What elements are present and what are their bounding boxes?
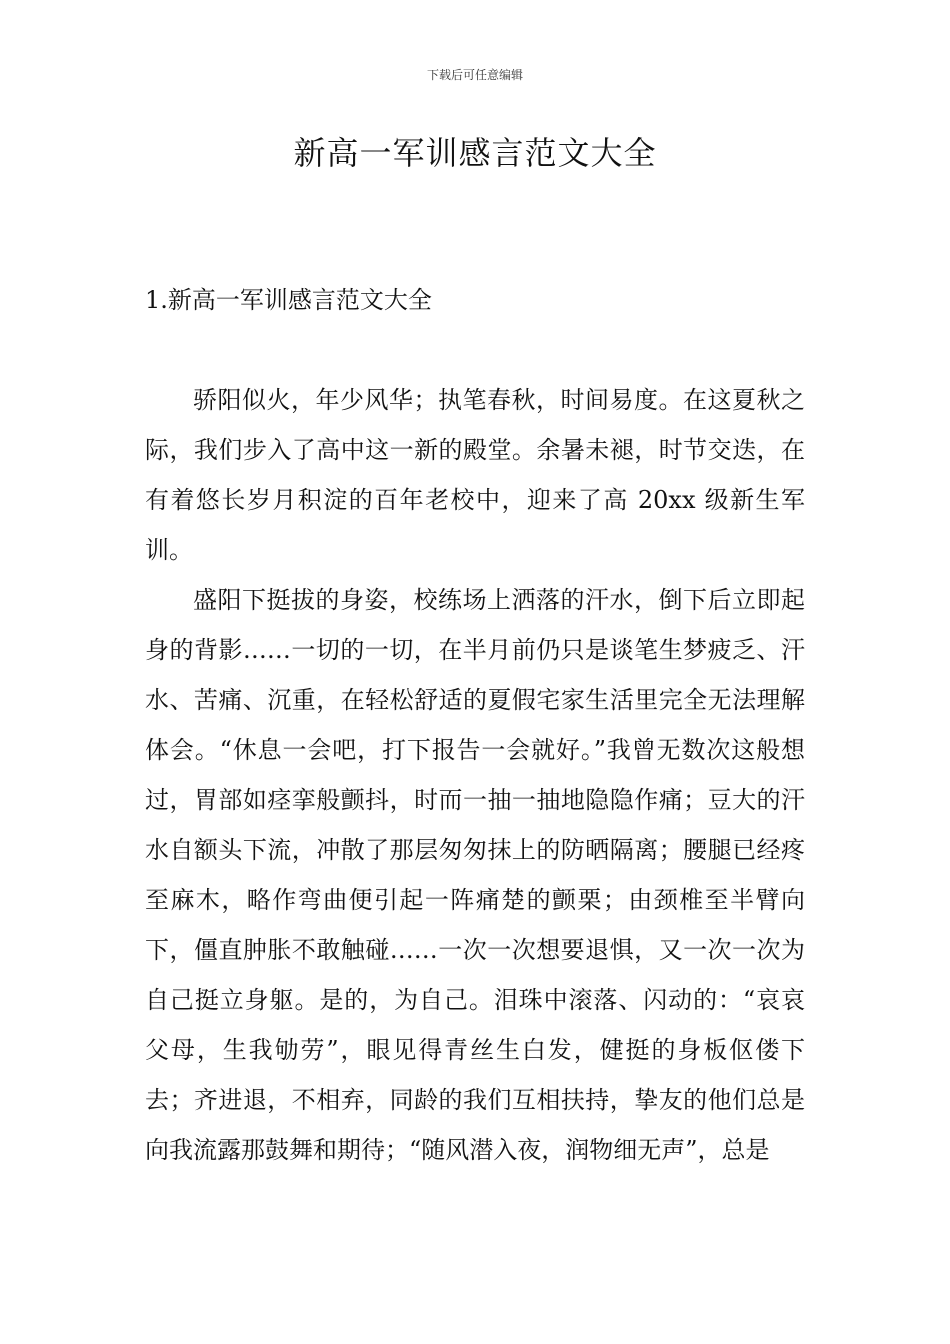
section-heading: 1.新高一军训感言范文大全	[145, 286, 432, 314]
paragraph-2: 盛阳下挺拔的身姿，校练场上洒落的汗水，倒下后立即起身的背影……一切的一切，在半月前仍只是谈笔生梦疲乏、汗水、苦痛、沉重，在轻松舒适的夏假宅家生活里完全无法理解体会。“休息一会吧，打下报告一会就好。”我曾无数次这般想过，胃部如痉挛般颤抖，时而一抽一抽地隐隐作痛；豆大的汗水自额头下流，冲散了那层匆匆抹上的防晒隔离；腰腿已经疼至麻木，略作弯曲便引起一阵痛楚的颤栗；由颈椎至半臂向下，僵直肿胀不敢触碰……一次一次想要退惧，又一次一次为自己挺立身躯。是的，为自己。泪珠中滚落、闪动的：“哀哀父母，生我劬劳”，眼见得青丝生白发，健挺的身板伛偻下去；齐进退，不相弃，同龄的我们互相扶持，挚友的他们总是向我流露那鼓舞和期待；“随风潜入夜，润物细无声”，总是	[145, 586, 805, 1164]
document-title: 新高一军训感言范文大全	[293, 134, 657, 172]
paragraph-1: 骄阳似火，年少风华；执笔春秋，时间易度。在这夏秋之际，我们步入了高中这一新的殿堂。余暑未褪，时节交迭，在有着悠长岁月积淀的百年老校中，迎来了高 20xx 级新生军训。	[145, 386, 805, 564]
document-body	[145, 375, 805, 1175]
page-header-note: 下载后可任意编辑	[426, 68, 523, 82]
